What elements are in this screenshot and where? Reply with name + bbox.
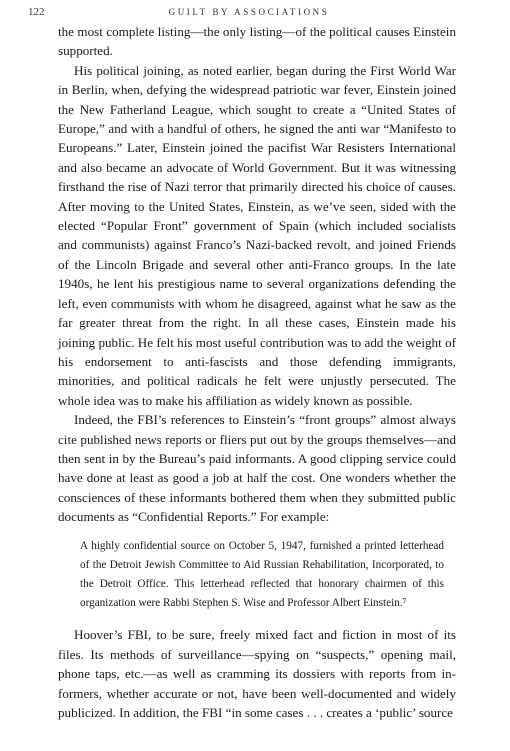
- paragraph-continued: the most complete listing—the only listing—of the political causes Einstein supported.: [58, 24, 456, 59]
- page-body: [58, 22, 456, 722]
- paragraph-hoover-fbi: Hoover’s FBI, to be sure, freely mixed fact and fiction in most of its files. Its methods of surveillance—spying on “suspects,” opening mail, phone taps, etc.—as well as cramming its dossiers with reports from informers, whether accurate or not, have been well-documented and widely publicized. In addition, the FBI “in some cases . . . creates a ‘public’ source: [58, 627, 456, 720]
- block-quote: A highly confidential source on October 5, 1947, furnished a printed letterhead of the Detroit Jewish Committee to Aid Russian Rehabilitation, Incorporated, to the Detroit Office. This letterhead reflected that honorary chairmen of this organization were Rabbi Stephen S. Wise and Professor Albert Einstein.⁷: [80, 539, 444, 610]
- page-number: 122: [28, 6, 45, 18]
- paragraph-political-joining: His political joining, as noted earlier, began during the First World War in Berlin, when, defying the widespread patriotic war fever, Einstein joined the New Fatherland League, which sought to create a “United States of Europe,” and with a handful of others, he signed the anti war “Manifesto to Europeans.” Later, Einstein joined the pacifist War Resisters International and also became an advocate of World Government. But it was witnessing firsthand the rise of Nazi terror that primarily directed his choice of causes. After moving to the United States, Einstein, as we’ve seen, sided with the elected “Popular Front” government of Spain (which included socialists and communists) against Franco’s Nazi-backed revolt, and joined Friends of the Lincoln Brigade and several other anti-Franco groups. In the late 1940s, he lent his prestigious name to several organizations defending the left, even communists with whom he disagreed, against what he saw as the far greater threat from the right. In all these cases, Einstein made his joining public. He felt his most useful contribution was to add the weight of his endorsement to anti-fascists and those defending immigrants, minorities, and political radicals he felt were unjustly persecuted. The whole idea was to make his affiliation as widely known as possible.: [58, 62, 456, 408]
- running-title: GUILT BY ASSOCIATIONS: [168, 7, 330, 17]
- paragraph-fbi-references: Indeed, the FBI’s references to Einstein’s “front groups” almost always cite published news reports or fliers put out by the groups themselves—and then sent in by the Bureau’s paid informants. A good clipping service could have done at least as good a job at half the cost. One wonders whether the consciences of these informants bothered them when they submitted public documents as “Confidential Reports.” For example:: [58, 412, 456, 525]
- running-head: [28, 4, 470, 20]
